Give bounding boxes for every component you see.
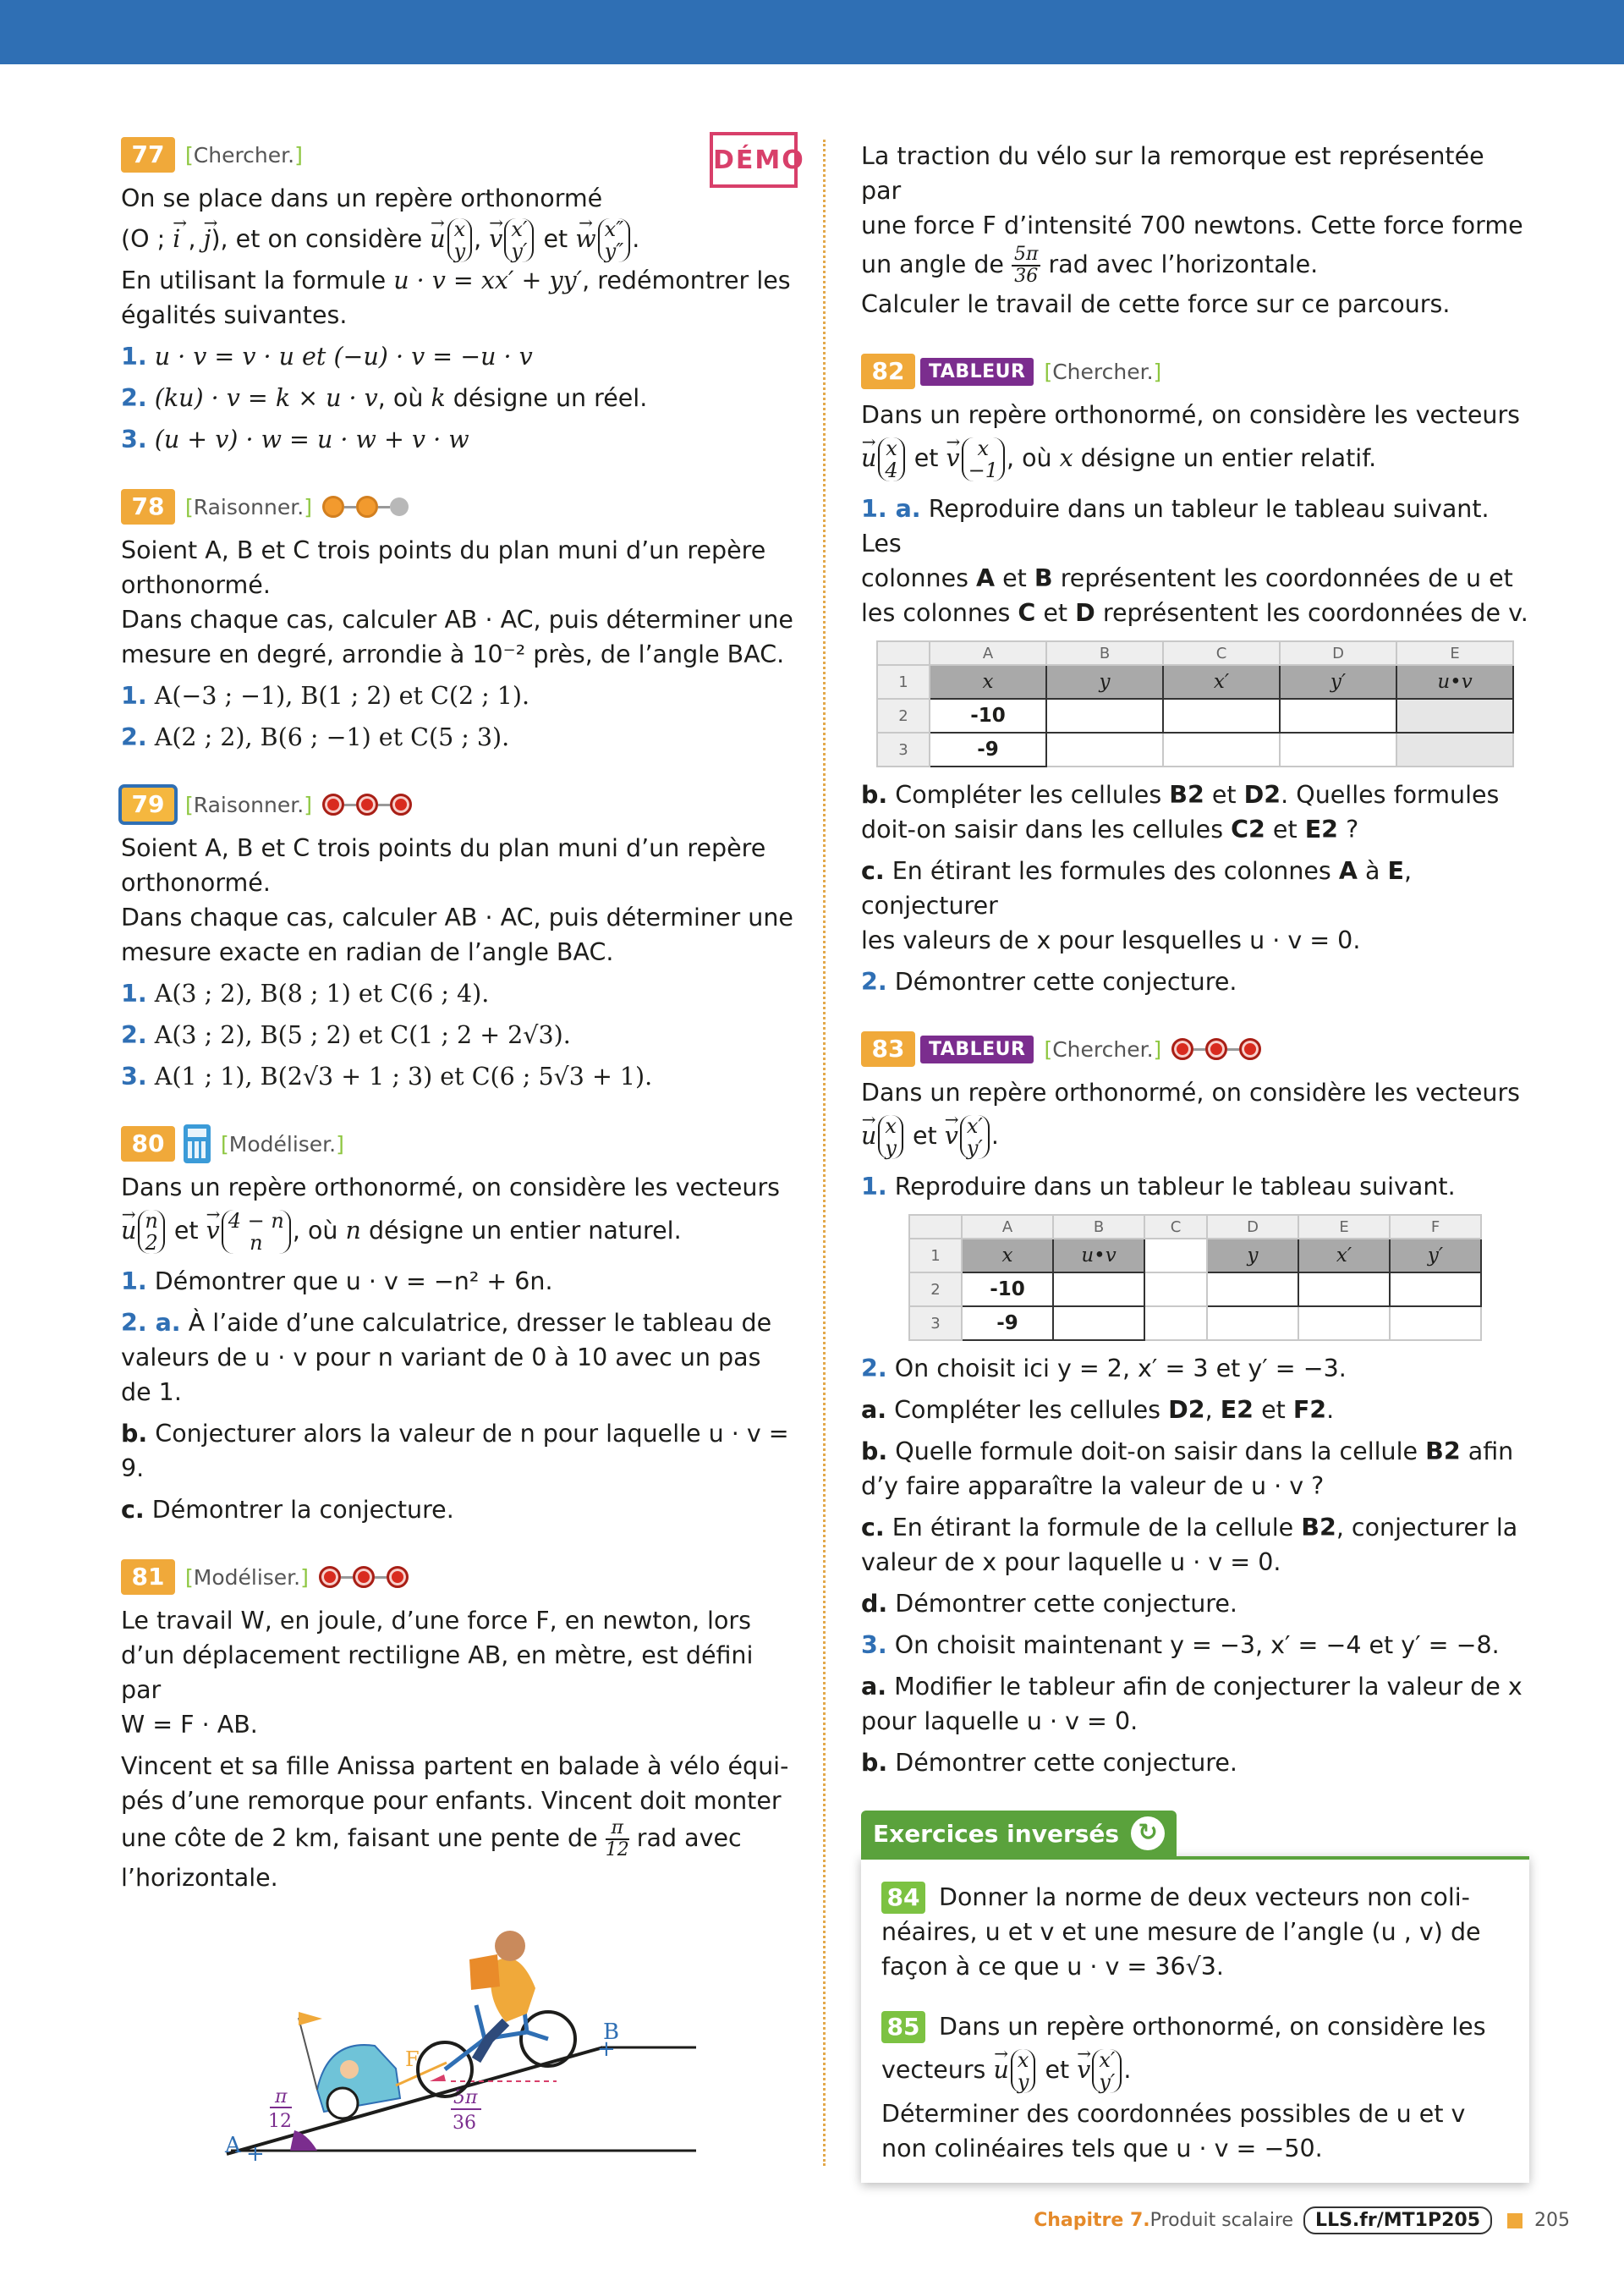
chapter-label: Chapitre 7. <box>1034 2210 1150 2231</box>
exercise-number: 78 <box>121 489 175 525</box>
question-3: 3. A(1 ; 1), B(2√3 + 1 ; 3) et C(6 ; 5√3 + 1). <box>121 1063 653 1091</box>
spreadsheet-table-83: A B C D E F 1 x u•v y x′ y′ 2 -10 3 -9 <box>908 1214 1482 1341</box>
calculator-icon <box>184 1124 211 1163</box>
question-2: 2. A(3 ; 2), B(5 ; 2) et C(1 ; 2 + 2√3). <box>121 1021 571 1049</box>
exercise-number: 79 <box>121 787 175 822</box>
text-line: (O ; → i , → j), et on considère → u x y , → v x′ y′ et → w x″ y″ . <box>121 216 798 263</box>
exercise-81-continued <box>861 139 1529 321</box>
question-1a: 1. a. Reproduire dans un tableur le tableau suivant. Les <box>861 495 1490 558</box>
demo-stamp: DÉMO <box>710 132 798 188</box>
exercise-number: 83 <box>861 1031 915 1067</box>
text-line: Le travail W, en joule, d’une force F, en newton, lors <box>121 1607 751 1635</box>
text-line: façon à ce que u · v = 36√3. <box>881 1953 1224 1981</box>
question-2: 2. A(2 ; 2), B(6 ; −1) et C(5 ; 3). <box>121 723 510 751</box>
text-line: d’un déplacement rectiligne AB, en mètre, est défini par <box>121 1641 754 1704</box>
difficulty-indicator <box>1171 1038 1261 1060</box>
tableur-badge: TABLEUR <box>920 358 1034 386</box>
angle2-label-num: 5π <box>453 2087 478 2108</box>
text-line: une côte de 2 km, faisant une pente de $\frac{\pi}{12}$ rad avec <box>121 1817 742 1860</box>
text-line: Dans un repère orthonormé, on considère les vecteurs <box>861 1079 1521 1107</box>
text-line: valeur de x pour laquelle u · v = 0. <box>861 1548 1281 1576</box>
angle-label-num: π <box>275 2086 288 2107</box>
text-line: une force F d’intensité 700 newtons. Cette force forme <box>861 212 1523 239</box>
question-1c: c. En étirant les formules des colonnes A à E, conjecturer <box>861 857 1413 920</box>
question-2: 2. On choisit ici y = 2, x′ = 3 et y′ = −3. <box>861 1355 1347 1382</box>
text-line: mesure en degré, arrondie à 10⁻² près, de l’angle BAC. <box>121 640 785 668</box>
text-line: Dans un repère orthonormé, on considère les vecteurs <box>861 401 1521 429</box>
question-3a: a. Modifier le tableur afin de conjecturer la valeur de x <box>861 1673 1522 1701</box>
text-line: Soient A, B et C trois points du plan muni d’un repère <box>121 834 766 862</box>
chapter-subject: Produit scalaire <box>1149 2210 1294 2231</box>
text-line: pour laquelle u · v = 0. <box>861 1707 1138 1735</box>
text-line: orthonormé. <box>121 571 271 599</box>
text-line: pés d’une remorque pour enfants. Vincent doit monter <box>121 1787 782 1815</box>
angle-label-den: 12 <box>268 2111 292 2132</box>
text-line: Dans chaque cas, calculer AB · AC, puis déterminer une <box>121 606 793 634</box>
question-2a: a. Compléter les cellules D2, E2 et F2. <box>861 1396 1335 1424</box>
angle2-label-den: 36 <box>453 2113 476 2134</box>
text-line: Dans un repère orthonormé, on considère les vecteurs <box>121 1173 781 1201</box>
text-line: néaires, u et v et une mesure de l’angle (u , v) de <box>881 1918 1481 1946</box>
exercise-tag: [Raisonner.] <box>185 494 312 519</box>
exercise-tag: [Raisonner.] <box>185 792 312 817</box>
tableur-badge: TABLEUR <box>920 1036 1034 1063</box>
spreadsheet-table-82: A B C D E 1 x y x′ y′ u•v 2 -10 3 -9 <box>876 640 1514 767</box>
exercise-tag: [Chercher.] <box>1044 359 1162 384</box>
question-2d: d. Démontrer cette conjecture. <box>861 1590 1237 1618</box>
left-column <box>121 135 805 2217</box>
question-2: 2. Démontrer cette conjecture. <box>861 968 1237 996</box>
text-line: Calculer le travail de cette force sur ce parcours. <box>861 290 1451 318</box>
refresh-icon <box>1131 1816 1165 1850</box>
question-2b: b. Quelle formule doit-on saisir dans la cellule B2 afin <box>861 1437 1514 1465</box>
question-1: 1. A(−3 ; −1), B(1 ; 2) et C(2 ; 1). <box>121 682 530 710</box>
text-line: l’horizontale. <box>121 1864 278 1892</box>
text-line: La traction du vélo sur la remorque est représentée par <box>861 142 1484 205</box>
page-footer <box>1034 2206 1570 2234</box>
text-line: un angle de $\frac{5\pi}{36}$ rad avec l’horizontale. <box>861 244 1319 287</box>
text-line: → u x 4 et → v x −1 , où x désigne un entier relatif. <box>861 432 1529 485</box>
exercise-number: 82 <box>861 354 915 389</box>
svg-text:+: + <box>246 2141 265 2167</box>
text-line: les colonnes C et D représentent les coordonnées de v. <box>861 599 1528 627</box>
exercise-78 <box>121 487 798 755</box>
text-line: orthonormé. <box>121 869 271 897</box>
question-2c: c. Démontrer la conjecture. <box>121 1496 454 1524</box>
text-line: colonnes A et B représentent les coordonnées de u et <box>861 564 1513 592</box>
text-line: En utilisant la formule u · v = xx′ + yy′, redémontrer les <box>121 267 791 294</box>
question-2a-cont: valeurs de u · v pour n variant de 0 à 10 avec un pas de 1. <box>121 1344 761 1406</box>
question-3: 3. (u + v) · w = u · w + v · w <box>121 426 469 453</box>
difficulty-indicator <box>322 496 409 518</box>
svg-text:+: + <box>597 2036 616 2062</box>
exercise-number: 84 <box>881 1882 925 1914</box>
text-line: Soient A, B et C trois points du plan muni d’un repère <box>121 536 766 564</box>
exercise-tag: [Modéliser.] <box>185 1564 309 1590</box>
exercise-80 <box>121 1124 798 1527</box>
question-1: 1. u · v = v · u et (−u) · v = −u · v <box>121 343 533 371</box>
question-2b: b. Conjecturer alors la valeur de n pour laquelle u · v = 9. <box>121 1420 789 1482</box>
exercise-83 <box>861 1030 1529 1780</box>
section-tab: Exercices inversés ↻ <box>861 1811 1177 1856</box>
text-line: 84 Donner la norme de deux vecteurs non coli- <box>881 1880 1509 1915</box>
exercise-number: 85 <box>881 2011 925 2043</box>
text-line: mesure exacte en radian de l’angle BAC. <box>121 938 614 966</box>
text-line: Vincent et sa fille Anissa partent en balade à vélo équi- <box>121 1752 789 1780</box>
force-label: F <box>405 2047 420 2071</box>
exercise-number: 81 <box>121 1559 175 1595</box>
text-line: → u x y et → v x′ y′ . <box>861 1110 1529 1162</box>
text-line: 85 Dans un repère orthonormé, on considère les <box>881 2009 1509 2044</box>
question-3b: b. Démontrer cette conjecture. <box>861 1749 1237 1777</box>
trailer-wheel <box>327 2088 358 2118</box>
exercise-79 <box>121 785 798 1094</box>
exercise-number: 77 <box>121 137 175 173</box>
right-column <box>861 135 1529 2183</box>
exercices-inverses-section <box>861 1811 1529 2183</box>
exercise-77 <box>121 135 805 457</box>
bike-slope-figure <box>121 1912 696 2183</box>
question-1: 1. Reproduire dans un tableur le tableau suivant. <box>861 1173 1456 1201</box>
text-line: doit-on saisir dans les cellules C2 et E2 ? <box>861 816 1359 844</box>
exercise-85 <box>881 2009 1509 2166</box>
question-2: 2. (ku) · v = k × u · v, où k désigne un réel. <box>121 384 648 412</box>
question-1b: b. Compléter les cellules B2 et D2. Quelles formules <box>861 781 1500 809</box>
question-1: 1. Démontrer que u · v = −n² + 6n. <box>121 1267 553 1295</box>
difficulty-indicator <box>322 794 412 816</box>
text-line: égalités suivantes. <box>121 301 348 329</box>
text-line: W = F · AB. <box>121 1711 258 1739</box>
text-line: les valeurs de x pour lesquelles u · v = 0. <box>861 926 1361 954</box>
text-line: vecteurs → u x y et → v x′ y′ . <box>881 2044 1509 2096</box>
point-b-label: B <box>603 2019 620 2045</box>
difficulty-indicator <box>319 1566 409 1588</box>
text-line: d’y faire apparaître la valeur de u · v ? <box>861 1472 1325 1500</box>
square-icon <box>1507 2213 1522 2228</box>
column-separator <box>823 140 826 2166</box>
exercise-82 <box>861 352 1529 999</box>
question-1: 1. A(3 ; 2), B(8 ; 1) et C(6 ; 4). <box>121 980 490 1008</box>
text-line: non colinéaires tels que u · v = −50. <box>881 2135 1323 2162</box>
page-number: 205 <box>1534 2210 1570 2231</box>
question-2a: 2. a. À l’aide d’une calculatrice, dresser le tableau de <box>121 1309 772 1337</box>
section-box <box>861 1856 1529 2183</box>
text-line: Déterminer des coordonnées possibles de u et v <box>881 2100 1466 2128</box>
exercise-81 <box>121 1558 798 2186</box>
text-line: Dans chaque cas, calculer AB · AC, puis déterminer une <box>121 904 793 931</box>
text-line: → u n 2 et → v 4 − n n , où n désigne un entier naturel. <box>121 1205 798 1257</box>
point-a-label: A <box>225 2133 241 2158</box>
exercise-84 <box>881 1880 1509 1984</box>
lls-link[interactable]: LLS.fr/MT1P205 <box>1303 2206 1492 2234</box>
flag-shape <box>299 2012 322 2025</box>
exercise-tag: [Chercher.] <box>185 142 303 168</box>
exercise-tag: [Modéliser.] <box>221 1131 344 1157</box>
exercise-number: 80 <box>121 1126 175 1162</box>
exercise-tag: [Chercher.] <box>1044 1036 1162 1062</box>
question-2c: c. En étirant la formule de la cellule B2, conjecturer la <box>861 1514 1518 1541</box>
text-line: On se place dans un repère orthonormé <box>121 184 603 212</box>
question-3: 3. On choisit maintenant y = −3, x′ = −4 et y′ = −8. <box>861 1631 1500 1659</box>
top-banner <box>0 0 1624 64</box>
